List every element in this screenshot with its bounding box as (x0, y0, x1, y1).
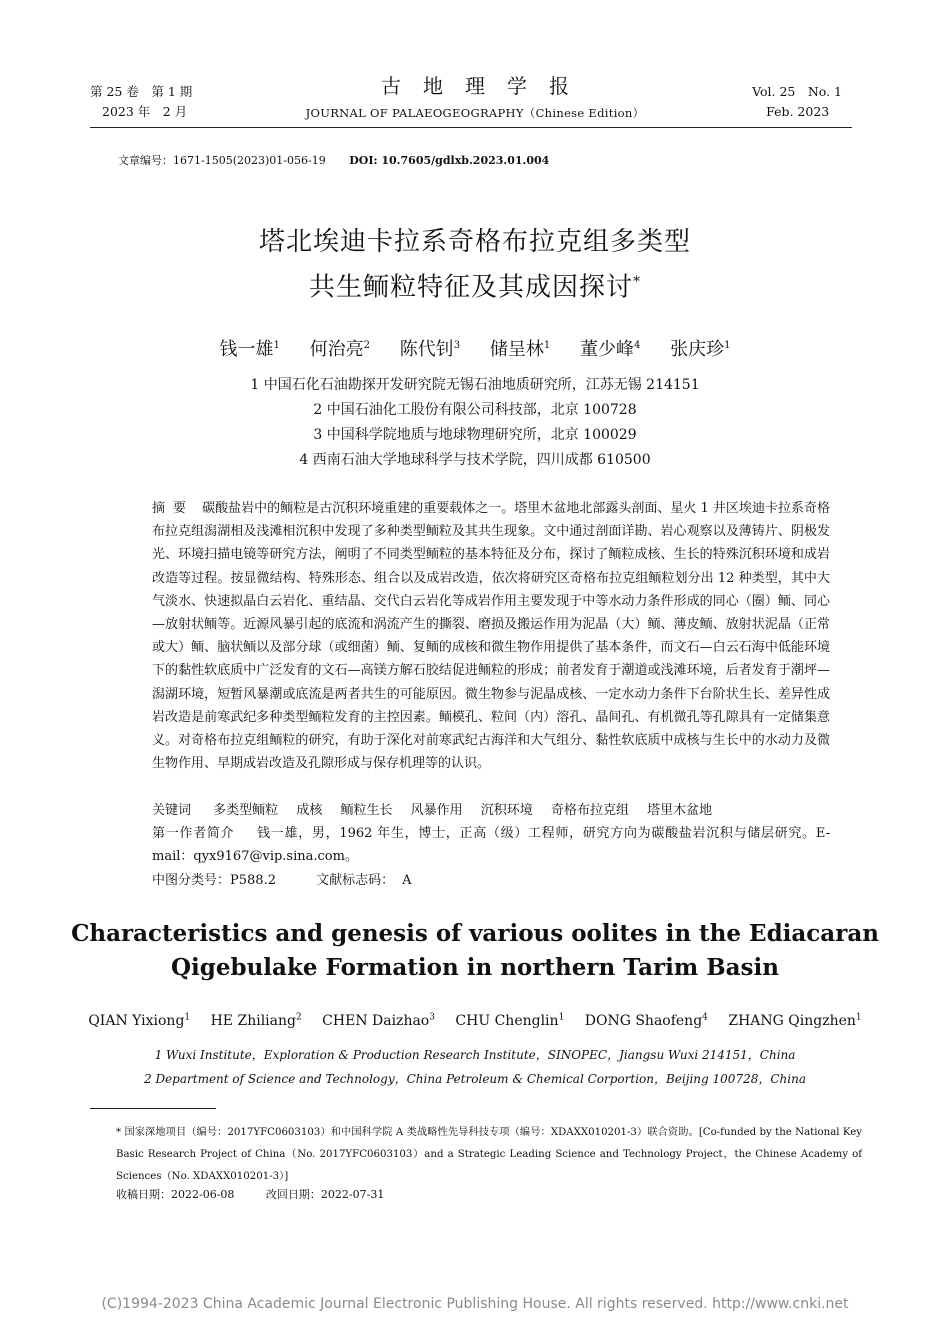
keyword: 塔里木盆地 (647, 803, 713, 818)
affiliation-cn: 4 西南石油大学地球科学与技术学院，四川成都 610500 (299, 452, 651, 468)
author-cn: 何治亮$^2$ (309, 339, 371, 360)
funding-footnote (90, 1122, 862, 1188)
revised-date: 改回日期：2022-07-31 (265, 1188, 385, 1201)
title-cn-line1: 塔北埃迪卡拉系奇格布拉克组多类型 (258, 227, 691, 257)
affiliations-cn (0, 373, 950, 473)
footnote-rule (90, 1108, 216, 1109)
date-en: Feb. 2023 (766, 104, 830, 119)
author-cn: 陈代钊$^3$ (399, 339, 461, 360)
article-number: 文章编号：1671-1505(2023)01-056-19 (118, 154, 326, 167)
affiliation-cn: 1 中国石化石油勘探开发研究院无锡石油地质研究所，江苏无锡 214151 (250, 377, 700, 393)
doc-code: A (402, 873, 412, 888)
keyword: 鲕粒生长 (340, 803, 393, 818)
clc-code: P588.2 (230, 873, 276, 888)
author-en: DONG Shaofeng$^4$ (584, 1012, 708, 1029)
keywords-label: 关键词 (152, 803, 192, 818)
author-en: CHEN Daizhao$^3$ (322, 1012, 435, 1029)
abstract-label: 摘要 (152, 501, 195, 516)
author-cn: 张庆珍$^1$ (670, 339, 731, 360)
author-cn: 储呈林$^1$ (489, 339, 551, 360)
title-en (0, 917, 950, 985)
volume-cn: 第 25 卷 第 1 期 (90, 84, 193, 99)
title-cn-line2: 共生鲕粒特征及其成因探讨* (308, 272, 641, 303)
affiliation-en: 1 Wuxi Institute，Exploration & Production Research Institute，SINOPEC，Jiangsu Wuxi 214151，China (154, 1048, 796, 1062)
header-right (752, 82, 842, 122)
keyword: 风暴作用 (410, 803, 463, 818)
title-en-line1: Characteristics and genesis of various oolites in the Ediacaran (71, 920, 879, 947)
keyword: 成核 (296, 803, 323, 818)
title-footnote-mark[interactable]: * (633, 274, 641, 290)
affiliation-cn: 2 中国石油化工股份有限公司科技部，北京 100728 (313, 402, 637, 418)
author-en: CHU Chenglin$^1$ (455, 1012, 565, 1029)
volume-en: Vol. 25 No. 1 (752, 84, 842, 99)
authors-cn (0, 335, 950, 361)
doi[interactable]: DOI: 10.7605/gdlxb.2023.01.004 (349, 154, 550, 167)
classification (152, 869, 412, 892)
title-cn (0, 222, 950, 308)
keywords (152, 799, 830, 822)
journal-name-cn: 古地理学报 (381, 74, 591, 98)
affiliation-cn: 3 中国科学院地质与地球物理研究所，北京 100029 (313, 427, 637, 443)
affiliation-en: 2 Department of Science and Technology，China Petroleum & Chemical Corportion，Beijing 100728，China (144, 1072, 806, 1086)
author-en: ZHANG Qingzhen$^1$ (728, 1012, 862, 1029)
keyword: 沉积环境 (480, 803, 533, 818)
journal-name-en: JOURNAL OF PALAEOGEOGRAPHY（Chinese Edition） (305, 106, 645, 120)
funding-text: * 国家深地项目（编号：2017YFC0603103）和中国科学院 A 类战略性先导科技专项（编号：XDAXX010201-3）联合资助。[Co-funded by the National Key Basic Research Project of China（No. 2017YFC0603103）and a Strategic Leading Science and Technology Project，the Chinese Academy of Sciences（No. XDAXX010201-3）] (116, 1127, 862, 1182)
header-rule (90, 127, 852, 128)
date-cn: 2023 年 2 月 (102, 104, 188, 119)
copyright-watermark: (C)1994-2023 China Academic Journal Electronic Publishing House. All rights reserved. http://www.cnki.net (101, 1296, 849, 1312)
affiliations-en (0, 1043, 950, 1091)
first-author-bio (152, 822, 830, 868)
author-en: QIAN Yixiong$^1$ (88, 1012, 191, 1029)
bio-label: 第一作者简介 (152, 826, 235, 841)
author-cn: 钱一雄$^1$ (219, 339, 280, 360)
abstract-text: 碳酸盐岩中的鲕粒是古沉积环境重建的重要载体之一。塔里木盆地北部露头剖面、星火 1 井区埃迪卡拉系奇格布拉克组潟湖相及浅滩相沉积中发现了多种类型鲕粒及其共生现象。文中通过剖面详勘、岩心观察以及薄铸片、阴极发光、环境扫描电镜等研究方法，阐明了不同类型鲕粒的基本特征及分布，探讨了鲕粒成核、生长的特殊沉积环境和成岩改造等过程。按显微结构、特殊形态、组合以及成岩改造，依次将研究区奇格布拉克组鲕粒划分出 12 种类型，其中大气淡水、快速拟晶白云岩化、重结晶、交代白云岩化等成岩作用主要发现于中等水动力条件形成的同心（圈）鲕、同心—放射状鲕等。近源风暴引起的底流和涡流产生的撕裂、磨损及搬运作用为泥晶（大）鲕、薄皮鲕、放射状泥晶（正常或大）鲕、脑状鲕以及部分球（或细菌）鲕、复鲕的成核和微生物作用提供了基本条件，而文石—白云石海中低能环境下的黏性软底质中广泛发育的文石—高镁方解石胶结促进鲕粒的形成；前者发育于潮道或浅滩环境，后者发育于潮坪—潟湖环境，短暂风暴潮或底流是两者共生的可能原因。微生物参与泥晶成核、一定水动力条件下台阶状生长、差异性成岩改造是前寒武纪多种类型鲕粒发育的主控因素。鲕模孔、粒间（内）溶孔、晶间孔、有机微孔等孔隙具有一定储集意义。对奇格布拉克组鲕粒的研究，有助于深化对前寒武纪古海洋和大气组分、黏性软底质中成核与生长中的水动力及微生物作用、早期成岩改造及孔隙形成与保存机理等的认识。 (152, 501, 830, 772)
authors-en (0, 1012, 950, 1029)
keyword: 奇格布拉克组 (550, 803, 629, 818)
bio-text: 钱一雄，男，1962 年生，博士，正高（级）工程师，研究方向为碳酸盐岩沉积与储层研究。E-mail：qyx9167@vip.sina.com。 (152, 826, 830, 864)
keyword: 多类型鲕粒 (213, 803, 279, 818)
author-en: HE Zhiliang$^2$ (210, 1012, 302, 1029)
author-cn: 董少峰$^4$ (579, 339, 641, 360)
received-date: 收稿日期：2022-06-08 (116, 1188, 235, 1201)
dates (116, 1186, 384, 1202)
article-info (118, 152, 549, 168)
abstract-cn (152, 497, 830, 775)
clc-label: 中图分类号： (152, 873, 231, 888)
title-en-line2: Qigebulake Formation in northern Tarim Basin (171, 954, 779, 981)
doc-label: 文献标志码： (316, 873, 395, 888)
